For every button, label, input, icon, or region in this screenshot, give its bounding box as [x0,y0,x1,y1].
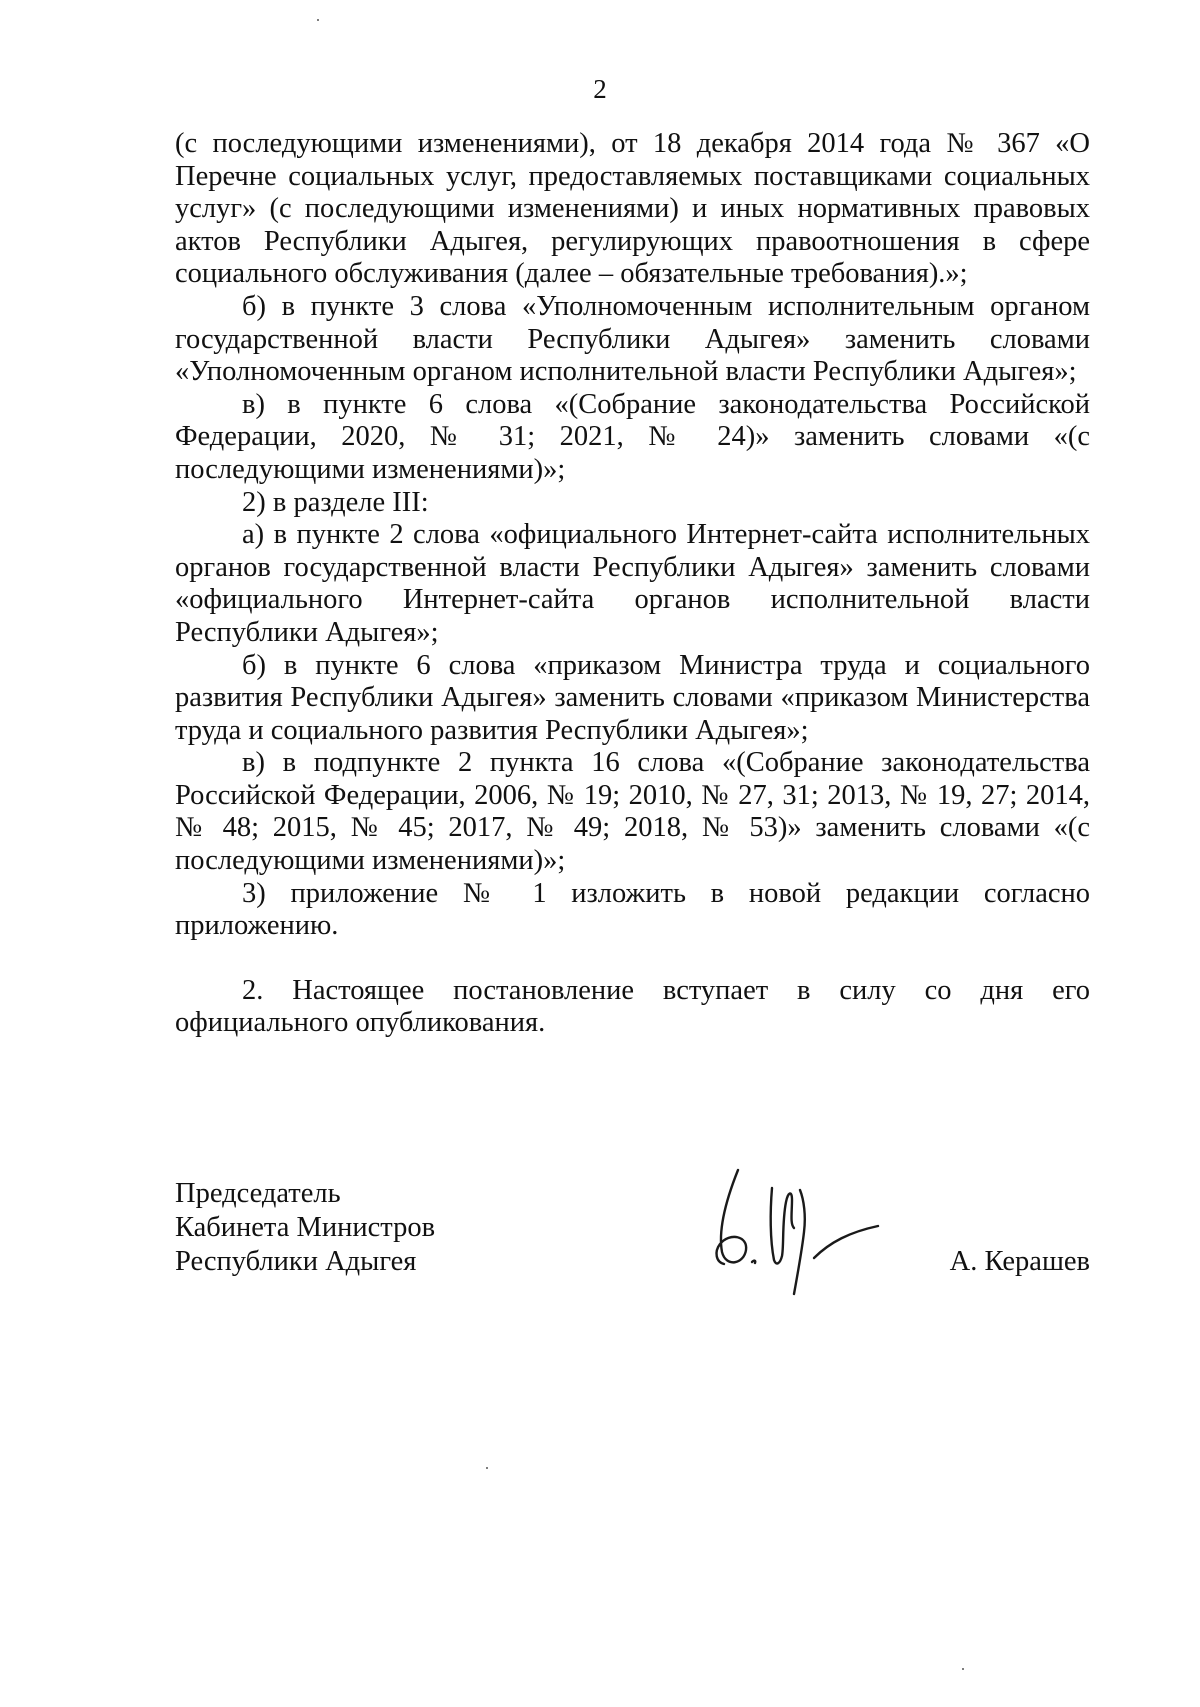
paragraph-section-3-heading: 2) в разделе III: [242,486,429,518]
scan-speck [486,1467,488,1469]
paragraph-item-b-point-6: б) в пункте 6 слова «приказом Министра труда и социального развития Республики Адыгея» заменить словами «приказом Министерства труда и социального развития Республики Адыгея»; [175,649,1090,746]
signatory-position [175,1177,435,1279]
paragraph-continuation: (с последующими изменениями), от 18 декабря 2014 года № 367 «О Перечне социальных услуг, предоставляемых поставщиками социальных услуг» (с последующими изменениями) и иных нормативных правовых актов Республики Адыгея, регулирующих правоотношения в сфере социального обслуживания (далее – обязательные требования).»; [175,128,1090,290]
signatory-position-line: Кабинета Министров [175,1212,436,1243]
paragraph-effective-date: 2. Настоящее постановление вступает в силу со дня его официального опубликования. [175,974,1090,1039]
document-body [175,128,1090,1040]
scan-speck [317,19,319,21]
scan-speck [962,1668,964,1670]
paragraph-item-a-point-2: а) в пункте 2 слова «официального Интернет-сайта исполнительных органов государственной власти Республики Адыгея» заменить словами «официального Интернет-сайта органов исполнительной власти Республики Адыгея»; [175,519,1090,648]
paragraph-item-3-appendix: 3) приложение № 1 изложить в новой редакции согласно приложению. [175,877,1090,942]
signatory-name: А. Керашев [949,1246,1090,1277]
handwritten-signature [700,1160,890,1300]
paragraph-item-b-point-3: б) в пункте 3 слова «Уполномоченным исполнительным органом государственной власти Республики Адыгея» заменить словами «Уполномоченным органом исполнительной власти Республики Адыгея»; [175,290,1090,388]
paragraph-item-v-point-16: в) в подпункте 2 пункта 16 слова «(Собрание законодательства Российской Федерации, 2006, № 19; 2010, № 27, 31; 2013, № 19, 27; 2014, № 48; 2015, № 45; 2017, № 49; 2018, № 53)» заменить словами «(с последующими изменениями)»; [175,747,1090,877]
signatory-position-line: Республики Адыгея [175,1246,417,1277]
signatory-position-line: Председатель [175,1178,341,1209]
page-number: 2 [593,74,607,104]
paragraph-item-v-point-6: в) в пункте 6 слова «(Собрание законодательства Российской Федерации, 2020, № 31; 2021, № 24)» заменить словами «(с последующими изменениями)»; [175,388,1090,485]
